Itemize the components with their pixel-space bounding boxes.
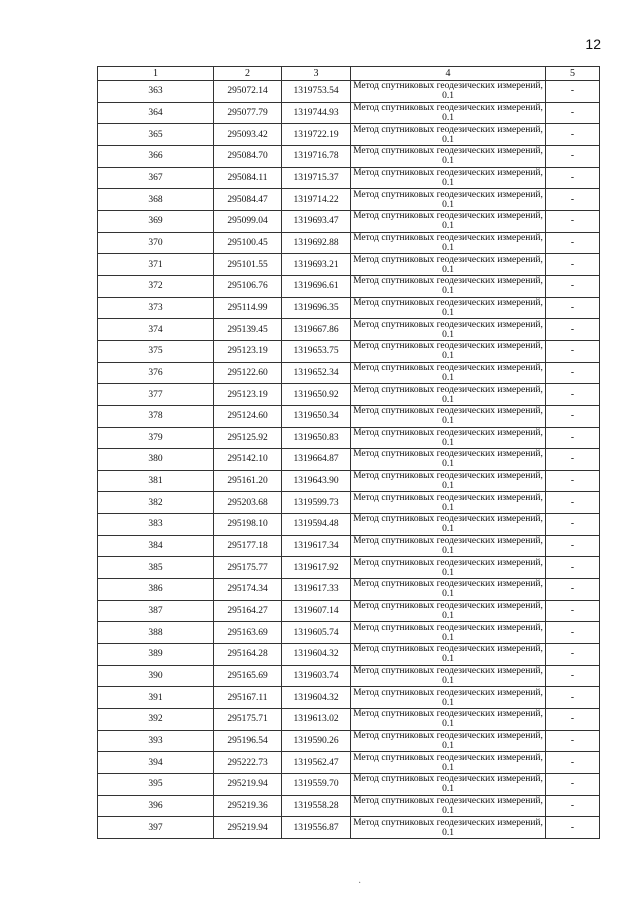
method-cell: Метод спутниковых геодезических измерений, 0.1 — [351, 405, 546, 427]
y-coordinate-cell: 1319605.74 — [282, 622, 351, 644]
table-row — [98, 384, 600, 406]
description-cell: - — [546, 752, 600, 774]
y-coordinate-cell: 1319753.54 — [282, 81, 351, 103]
table-row — [98, 102, 600, 124]
description-cell: - — [546, 124, 600, 146]
header-cell: 5 — [546, 67, 600, 81]
description-cell: - — [546, 340, 600, 362]
y-coordinate-cell: 1319696.35 — [282, 297, 351, 319]
description-cell: - — [546, 210, 600, 232]
table-body — [98, 81, 600, 839]
method-cell: Метод спутниковых геодезических измерений, 0.1 — [351, 427, 546, 449]
x-coordinate-cell: 295084.11 — [214, 167, 282, 189]
method-cell: Метод спутниковых геодезических измерений, 0.1 — [351, 297, 546, 319]
x-coordinate-cell: 295167.11 — [214, 687, 282, 709]
point-number-cell: 382 — [98, 492, 214, 514]
method-cell: Метод спутниковых геодезических измерений, 0.1 — [351, 210, 546, 232]
method-cell: Метод спутниковых геодезических измерений, 0.1 — [351, 600, 546, 622]
x-coordinate-cell: 295164.27 — [214, 600, 282, 622]
y-coordinate-cell: 1319599.73 — [282, 492, 351, 514]
method-cell: Метод спутниковых геодезических измерений, 0.1 — [351, 535, 546, 557]
table-row — [98, 189, 600, 211]
table-row — [98, 687, 600, 709]
method-cell: Метод спутниковых геодезических измерений, 0.1 — [351, 795, 546, 817]
y-coordinate-cell: 1319664.87 — [282, 449, 351, 471]
description-cell: - — [546, 579, 600, 601]
y-coordinate-cell: 1319613.02 — [282, 709, 351, 731]
table-row — [98, 167, 600, 189]
x-coordinate-cell: 295175.71 — [214, 709, 282, 731]
point-number-cell: 375 — [98, 340, 214, 362]
y-coordinate-cell: 1319696.61 — [282, 275, 351, 297]
point-number-cell: 367 — [98, 167, 214, 189]
x-coordinate-cell: 295114.99 — [214, 297, 282, 319]
table-row — [98, 579, 600, 601]
point-number-cell: 363 — [98, 81, 214, 103]
method-cell: Метод спутниковых геодезических измерений, 0.1 — [351, 514, 546, 536]
method-cell: Метод спутниковых геодезических измерений, 0.1 — [351, 817, 546, 839]
point-number-cell: 365 — [98, 124, 214, 146]
table-row — [98, 492, 600, 514]
x-coordinate-cell: 295099.04 — [214, 210, 282, 232]
y-coordinate-cell: 1319716.78 — [282, 145, 351, 167]
table-row — [98, 600, 600, 622]
method-cell: Метод спутниковых геодезических измерений, 0.1 — [351, 124, 546, 146]
y-coordinate-cell: 1319714.22 — [282, 189, 351, 211]
table-row — [98, 319, 600, 341]
y-coordinate-cell: 1319617.92 — [282, 557, 351, 579]
description-cell: - — [546, 81, 600, 103]
description-cell: - — [546, 557, 600, 579]
table-row — [98, 275, 600, 297]
method-cell: Метод спутниковых геодезических измерений, 0.1 — [351, 275, 546, 297]
method-cell: Метод спутниковых геодезических измерений, 0.1 — [351, 470, 546, 492]
x-coordinate-cell: 295123.19 — [214, 384, 282, 406]
y-coordinate-cell: 1319562.47 — [282, 752, 351, 774]
point-number-cell: 372 — [98, 275, 214, 297]
point-number-cell: 391 — [98, 687, 214, 709]
description-cell: - — [546, 449, 600, 471]
x-coordinate-cell: 295174.34 — [214, 579, 282, 601]
table-row — [98, 124, 600, 146]
description-cell: - — [546, 145, 600, 167]
y-coordinate-cell: 1319556.87 — [282, 817, 351, 839]
description-cell: - — [546, 774, 600, 796]
page-number: 12 — [585, 36, 601, 52]
x-coordinate-cell: 295122.60 — [214, 362, 282, 384]
y-coordinate-cell: 1319715.37 — [282, 167, 351, 189]
y-coordinate-cell: 1319590.26 — [282, 730, 351, 752]
description-cell: - — [546, 470, 600, 492]
point-number-cell: 366 — [98, 145, 214, 167]
x-coordinate-cell: 295222.73 — [214, 752, 282, 774]
point-number-cell: 387 — [98, 600, 214, 622]
table-row — [98, 145, 600, 167]
x-coordinate-cell: 295198.10 — [214, 514, 282, 536]
table-row — [98, 449, 600, 471]
x-coordinate-cell: 295219.36 — [214, 795, 282, 817]
method-cell: Метод спутниковых геодезических измерений, 0.1 — [351, 687, 546, 709]
point-number-cell: 395 — [98, 774, 214, 796]
description-cell: - — [546, 405, 600, 427]
method-cell: Метод спутниковых геодезических измерений, 0.1 — [351, 622, 546, 644]
table-row — [98, 709, 600, 731]
table-row — [98, 644, 600, 666]
description-cell: - — [546, 817, 600, 839]
table-row — [98, 81, 600, 103]
x-coordinate-cell: 295142.10 — [214, 449, 282, 471]
point-number-cell: 373 — [98, 297, 214, 319]
description-cell: - — [546, 535, 600, 557]
point-number-cell: 370 — [98, 232, 214, 254]
point-number-cell: 396 — [98, 795, 214, 817]
point-number-cell: 389 — [98, 644, 214, 666]
x-coordinate-cell: 295125.92 — [214, 427, 282, 449]
table-row — [98, 210, 600, 232]
point-number-cell: 397 — [98, 817, 214, 839]
point-number-cell: 376 — [98, 362, 214, 384]
x-coordinate-cell: 295175.77 — [214, 557, 282, 579]
description-cell: - — [546, 730, 600, 752]
method-cell: Метод спутниковых геодезических измерений, 0.1 — [351, 102, 546, 124]
y-coordinate-cell: 1319603.74 — [282, 665, 351, 687]
table-row — [98, 427, 600, 449]
table-row — [98, 232, 600, 254]
point-number-cell: 364 — [98, 102, 214, 124]
description-cell: - — [546, 644, 600, 666]
header-cell: 1 — [98, 67, 214, 81]
point-number-cell: 392 — [98, 709, 214, 731]
method-cell: Метод спутниковых геодезических измерений, 0.1 — [351, 449, 546, 471]
description-cell: - — [546, 189, 600, 211]
table-row — [98, 254, 600, 276]
y-coordinate-cell: 1319744.93 — [282, 102, 351, 124]
y-coordinate-cell: 1319650.83 — [282, 427, 351, 449]
description-cell: - — [546, 232, 600, 254]
method-cell: Метод спутниковых геодезических измерений, 0.1 — [351, 145, 546, 167]
method-cell: Метод спутниковых геодезических измерений, 0.1 — [351, 81, 546, 103]
y-coordinate-cell: 1319643.90 — [282, 470, 351, 492]
point-number-cell: 368 — [98, 189, 214, 211]
method-cell: Метод спутниковых геодезических измерений, 0.1 — [351, 665, 546, 687]
x-coordinate-cell: 295165.69 — [214, 665, 282, 687]
description-cell: - — [546, 102, 600, 124]
x-coordinate-cell: 295139.45 — [214, 319, 282, 341]
x-coordinate-cell: 295163.69 — [214, 622, 282, 644]
y-coordinate-cell: 1319617.34 — [282, 535, 351, 557]
table-row — [98, 795, 600, 817]
description-cell: - — [546, 795, 600, 817]
method-cell: Метод спутниковых геодезических измерений, 0.1 — [351, 709, 546, 731]
point-number-cell: 374 — [98, 319, 214, 341]
point-number-cell: 386 — [98, 579, 214, 601]
method-cell: Метод спутниковых геодезических измерений, 0.1 — [351, 340, 546, 362]
method-cell: Метод спутниковых геодезических измерений, 0.1 — [351, 362, 546, 384]
description-cell: - — [546, 665, 600, 687]
y-coordinate-cell: 1319559.70 — [282, 774, 351, 796]
point-number-cell: 383 — [98, 514, 214, 536]
scan-artifact: · — [358, 878, 362, 889]
coordinates-table — [97, 66, 600, 839]
y-coordinate-cell: 1319652.34 — [282, 362, 351, 384]
description-cell: - — [546, 687, 600, 709]
table-row — [98, 340, 600, 362]
x-coordinate-cell: 295196.54 — [214, 730, 282, 752]
y-coordinate-cell: 1319693.21 — [282, 254, 351, 276]
method-cell: Метод спутниковых геодезических измерений, 0.1 — [351, 752, 546, 774]
method-cell: Метод спутниковых геодезических измерений, 0.1 — [351, 774, 546, 796]
x-coordinate-cell: 295219.94 — [214, 817, 282, 839]
y-coordinate-cell: 1319594.48 — [282, 514, 351, 536]
table-row — [98, 362, 600, 384]
description-cell: - — [546, 514, 600, 536]
x-coordinate-cell: 295124.60 — [214, 405, 282, 427]
point-number-cell: 381 — [98, 470, 214, 492]
table-row — [98, 297, 600, 319]
x-coordinate-cell: 295219.94 — [214, 774, 282, 796]
table-header-row — [98, 67, 600, 81]
x-coordinate-cell: 295077.79 — [214, 102, 282, 124]
x-coordinate-cell: 295106.76 — [214, 275, 282, 297]
description-cell: - — [546, 275, 600, 297]
table-row — [98, 622, 600, 644]
x-coordinate-cell: 295101.55 — [214, 254, 282, 276]
method-cell: Метод спутниковых геодезических измерений, 0.1 — [351, 232, 546, 254]
x-coordinate-cell: 295161.20 — [214, 470, 282, 492]
x-coordinate-cell: 295177.18 — [214, 535, 282, 557]
method-cell: Метод спутниковых геодезических измерений, 0.1 — [351, 167, 546, 189]
method-cell: Метод спутниковых геодезических измерений, 0.1 — [351, 384, 546, 406]
table-row — [98, 405, 600, 427]
description-cell: - — [546, 600, 600, 622]
point-number-cell: 393 — [98, 730, 214, 752]
table-row — [98, 817, 600, 839]
table-row — [98, 752, 600, 774]
method-cell: Метод спутниковых геодезических измерений, 0.1 — [351, 492, 546, 514]
description-cell: - — [546, 622, 600, 644]
x-coordinate-cell: 295093.42 — [214, 124, 282, 146]
table-row — [98, 535, 600, 557]
x-coordinate-cell: 295164.28 — [214, 644, 282, 666]
y-coordinate-cell: 1319617.33 — [282, 579, 351, 601]
method-cell: Метод спутниковых геодезических измерений, 0.1 — [351, 579, 546, 601]
header-cell: 2 — [214, 67, 282, 81]
x-coordinate-cell: 295084.47 — [214, 189, 282, 211]
table-row — [98, 665, 600, 687]
point-number-cell: 380 — [98, 449, 214, 471]
y-coordinate-cell: 1319604.32 — [282, 644, 351, 666]
y-coordinate-cell: 1319693.47 — [282, 210, 351, 232]
description-cell: - — [546, 167, 600, 189]
table-row — [98, 470, 600, 492]
x-coordinate-cell: 295084.70 — [214, 145, 282, 167]
table-row — [98, 557, 600, 579]
point-number-cell: 394 — [98, 752, 214, 774]
point-number-cell: 377 — [98, 384, 214, 406]
y-coordinate-cell: 1319722.19 — [282, 124, 351, 146]
table-row — [98, 774, 600, 796]
table-row — [98, 730, 600, 752]
point-number-cell: 379 — [98, 427, 214, 449]
x-coordinate-cell: 295123.19 — [214, 340, 282, 362]
point-number-cell: 378 — [98, 405, 214, 427]
y-coordinate-cell: 1319692.88 — [282, 232, 351, 254]
method-cell: Метод спутниковых геодезических измерений, 0.1 — [351, 189, 546, 211]
y-coordinate-cell: 1319650.34 — [282, 405, 351, 427]
y-coordinate-cell: 1319667.86 — [282, 319, 351, 341]
y-coordinate-cell: 1319558.28 — [282, 795, 351, 817]
y-coordinate-cell: 1319607.14 — [282, 600, 351, 622]
description-cell: - — [546, 254, 600, 276]
description-cell: - — [546, 427, 600, 449]
method-cell: Метод спутниковых геодезических измерений, 0.1 — [351, 557, 546, 579]
point-number-cell: 369 — [98, 210, 214, 232]
point-number-cell: 385 — [98, 557, 214, 579]
method-cell: Метод спутниковых геодезических измерений, 0.1 — [351, 319, 546, 341]
method-cell: Метод спутниковых геодезических измерений, 0.1 — [351, 644, 546, 666]
description-cell: - — [546, 384, 600, 406]
description-cell: - — [546, 362, 600, 384]
description-cell: - — [546, 319, 600, 341]
method-cell: Метод спутниковых геодезических измерений, 0.1 — [351, 730, 546, 752]
header-cell: 3 — [282, 67, 351, 81]
y-coordinate-cell: 1319653.75 — [282, 340, 351, 362]
table-row — [98, 514, 600, 536]
point-number-cell: 388 — [98, 622, 214, 644]
description-cell: - — [546, 709, 600, 731]
x-coordinate-cell: 295203.68 — [214, 492, 282, 514]
description-cell: - — [546, 492, 600, 514]
x-coordinate-cell: 295100.45 — [214, 232, 282, 254]
header-cell: 4 — [351, 67, 546, 81]
point-number-cell: 390 — [98, 665, 214, 687]
y-coordinate-cell: 1319604.32 — [282, 687, 351, 709]
point-number-cell: 371 — [98, 254, 214, 276]
point-number-cell: 384 — [98, 535, 214, 557]
method-cell: Метод спутниковых геодезических измерений, 0.1 — [351, 254, 546, 276]
y-coordinate-cell: 1319650.92 — [282, 384, 351, 406]
x-coordinate-cell: 295072.14 — [214, 81, 282, 103]
description-cell: - — [546, 297, 600, 319]
